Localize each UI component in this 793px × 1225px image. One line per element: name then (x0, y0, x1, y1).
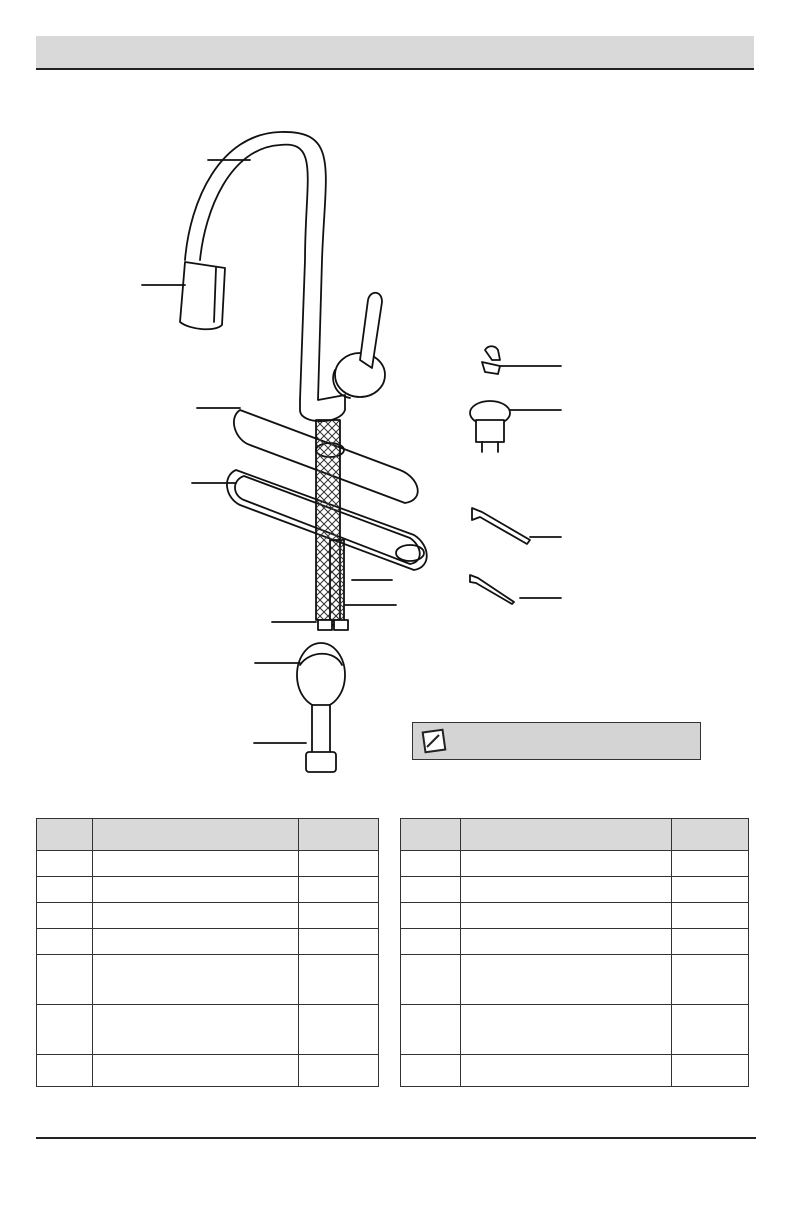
note-box (412, 722, 701, 760)
table-cell (461, 851, 672, 877)
table-row (401, 1055, 749, 1087)
table-cell (299, 955, 379, 1005)
table-cell (299, 1005, 379, 1055)
table-cell (93, 929, 299, 955)
footer-rule (36, 1137, 756, 1139)
hose-weight (297, 643, 345, 707)
table-row (37, 851, 379, 877)
table-header-cell (93, 819, 299, 851)
table-cell (401, 1055, 461, 1087)
table-header-cell (401, 819, 461, 851)
table-cell (672, 877, 749, 903)
hex-key-large (472, 508, 530, 544)
table-cell (299, 929, 379, 955)
table-cell (401, 903, 461, 929)
table-cell (299, 903, 379, 929)
table-cell (672, 1005, 749, 1055)
table-cell (401, 955, 461, 1005)
table-row (401, 1005, 749, 1055)
table-cell (37, 851, 93, 877)
table-cell (93, 1005, 299, 1055)
table-cell (299, 851, 379, 877)
parts-table-right (400, 818, 749, 1087)
table-row (37, 1005, 379, 1055)
table-row (37, 955, 379, 1005)
table-cell (461, 1005, 672, 1055)
table-header-cell (461, 819, 672, 851)
table-cell (37, 1055, 93, 1087)
table-cell (93, 1055, 299, 1087)
table-cell (401, 851, 461, 877)
table-row (37, 903, 379, 929)
table-cell (93, 851, 299, 877)
mounting-clip (482, 346, 500, 374)
table-cell (37, 929, 93, 955)
table-cell (37, 903, 93, 929)
table-row (401, 929, 749, 955)
table-cell (37, 877, 93, 903)
hex-key-small (470, 575, 514, 604)
table-cell (672, 851, 749, 877)
table-cell (299, 1055, 379, 1087)
table-row (37, 1055, 379, 1087)
parts-table-left (36, 818, 379, 1087)
spray-head (180, 262, 225, 329)
table-cell (461, 903, 672, 929)
table-row (37, 929, 379, 955)
table-cell (93, 877, 299, 903)
table-cell (93, 955, 299, 1005)
handle-lever (360, 293, 382, 368)
table-row (37, 877, 379, 903)
table-cell (37, 1005, 93, 1055)
table-cell (461, 929, 672, 955)
table-cell (37, 955, 93, 1005)
table-row (401, 877, 749, 903)
table-row (401, 955, 749, 1005)
table-cell (401, 929, 461, 955)
table-cell (672, 903, 749, 929)
faucet-body (300, 395, 345, 421)
table-cell (461, 955, 672, 1005)
table-header-cell (299, 819, 379, 851)
table-header-row (37, 819, 379, 851)
table-cell (672, 929, 749, 955)
table-cell (461, 1055, 672, 1087)
table-cell (672, 955, 749, 1005)
note-pad-icon (419, 727, 449, 755)
table-cell (461, 877, 672, 903)
table-cell (93, 903, 299, 929)
table-cell (401, 1005, 461, 1055)
table-cell (672, 1055, 749, 1087)
table-cell (299, 877, 379, 903)
table-header-row (401, 819, 749, 851)
table-row (401, 903, 749, 929)
table-row (401, 851, 749, 877)
table-header-cell (37, 819, 93, 851)
table-cell (401, 877, 461, 903)
table-header-cell (672, 819, 749, 851)
